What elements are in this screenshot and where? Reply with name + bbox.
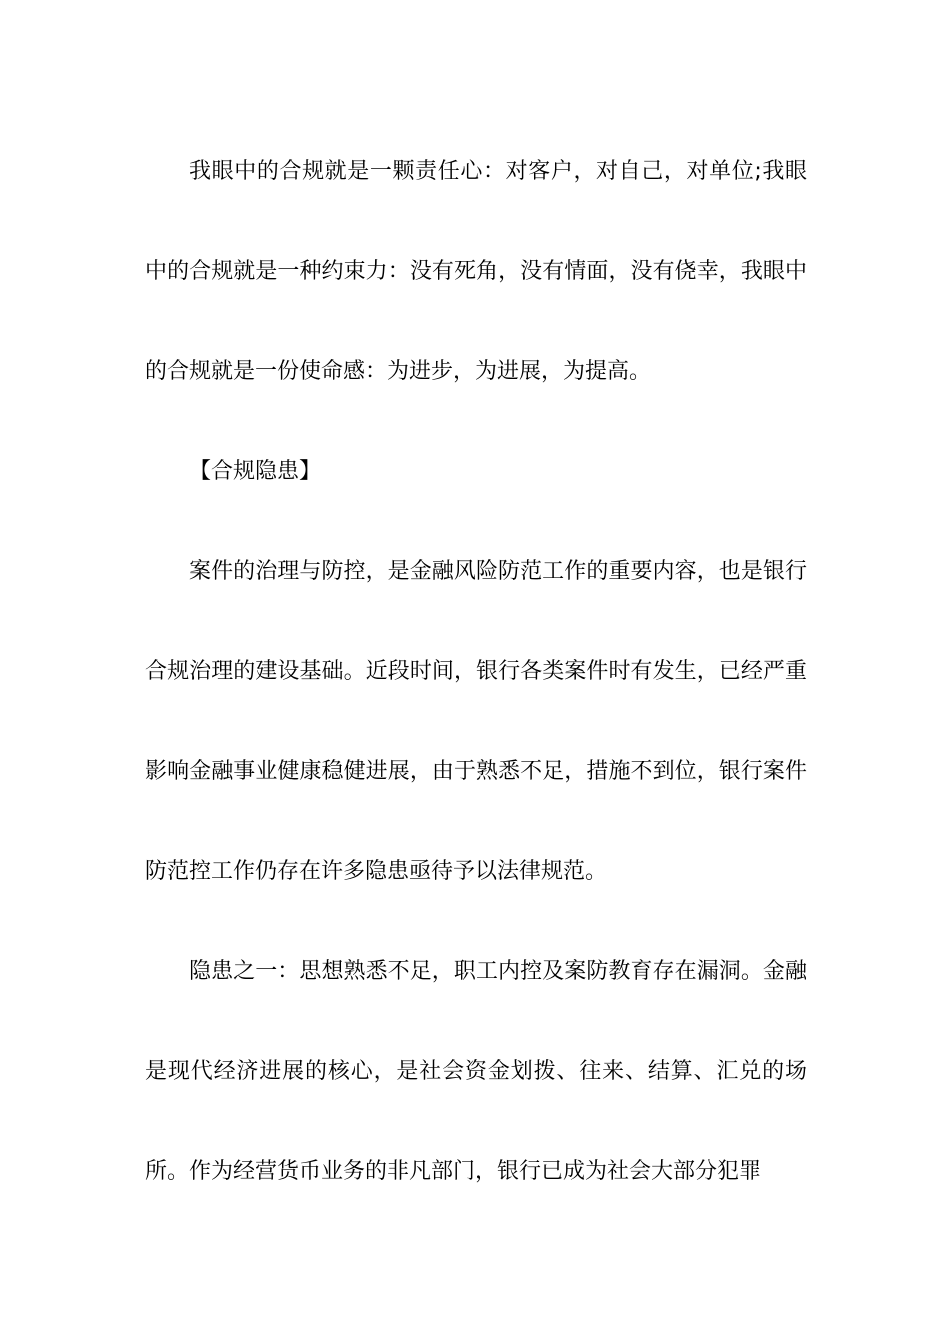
section-heading-compliance-risks: 【合规隐患】 — [189, 459, 322, 484]
paragraph-compliance-view: 我眼中的合规就是一颗责任心：对客户，对自己，对单位;我眼中的合规就是一种约束力：没有死角，没有情面，没有侥幸，我眼中的合规就是一份使命感：为进步，为进展，为提高。 — [145, 159, 807, 384]
document-body — [145, 122, 807, 1222]
paragraph-case-prevention: 案件的治理与防控，是金融风险防范工作的重要内容，也是银行合规治理的建设基础。近段时间，银行各类案件时有发生，已经严重影响金融事业健康稳健进展，由于熟悉不足，措施不到位，银行案件防范控工作仍存在许多隐患亟待予以法律规范。 — [145, 559, 807, 884]
paragraph-risk-one: 隐患之一：思想熟悉不足，职工内控及案防教育存在漏洞。金融是现代经济进展的核心，是社会资金划拨、往来、结算、汇兑的场所。作为经营货币业务的非凡部门，银行已成为社会大部分犯罪 — [145, 959, 807, 1184]
